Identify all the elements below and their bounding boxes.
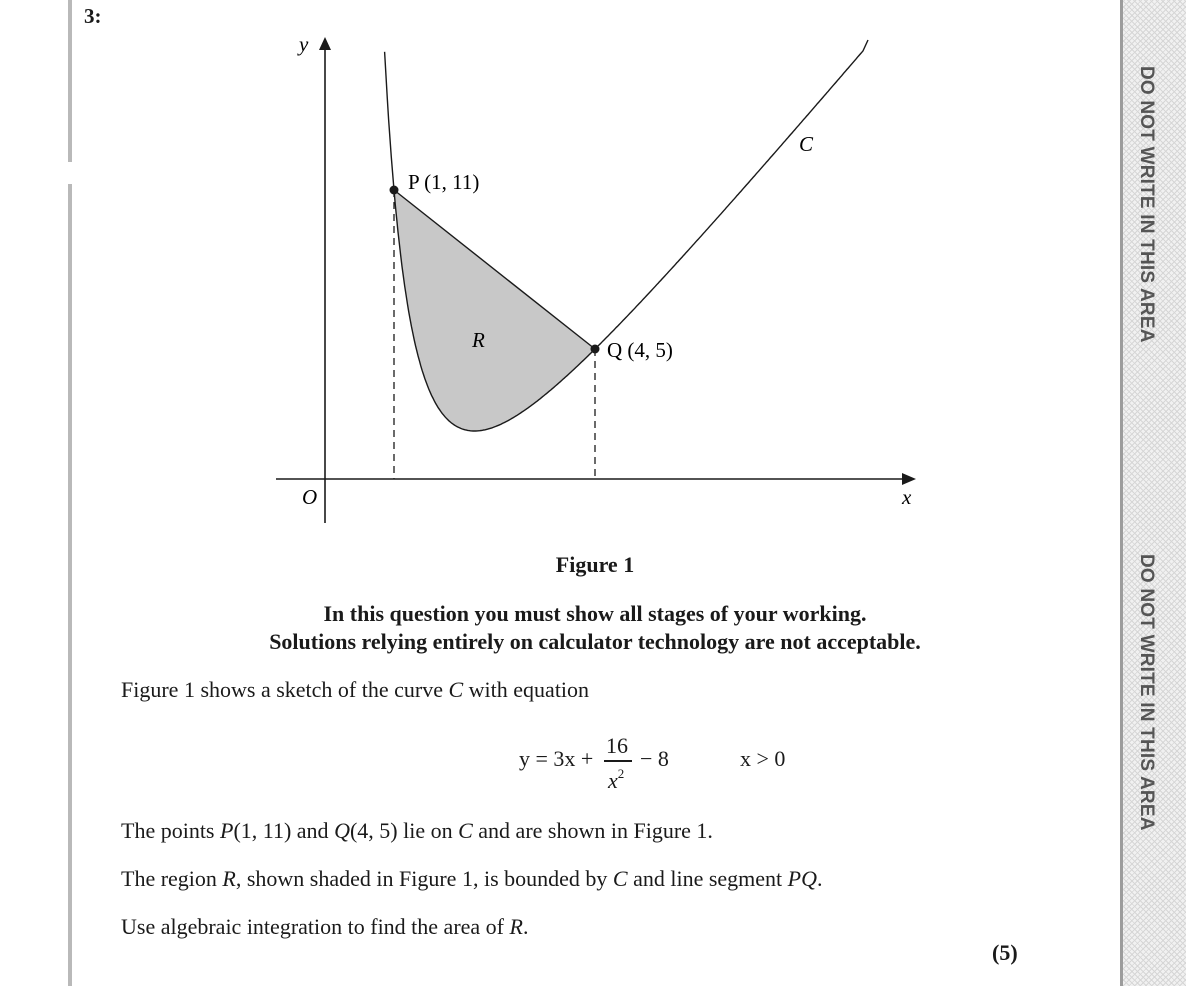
instruction-line-1: In this question you must show all stages of your working. [323, 601, 867, 626]
task-text: Use algebraic integration to find the area of R. [121, 914, 529, 939]
equation-numerator: 16 [606, 733, 628, 758]
equation-condition: x > 0 [740, 746, 786, 771]
instruction-line-2: Solutions relying entirely on calculator technology are not acceptable. [269, 629, 921, 654]
intro-text: Figure 1 shows a sketch of the curve C with equation [121, 677, 590, 702]
margin-warning-upper: DO NOT WRITE IN THIS AREA [1136, 66, 1157, 343]
points-text: The points P(1, 11) and Q(4, 5) lie on C and are shown in Figure 1. [121, 818, 713, 843]
margin-warning-lower: DO NOT WRITE IN THIS AREA [1136, 554, 1157, 831]
marks: (5) [992, 940, 1018, 965]
y-axis-label: y [299, 32, 309, 56]
point-q-marker [591, 345, 600, 354]
equation-lhs: y = 3x + [519, 746, 594, 771]
region-label: R [472, 328, 485, 352]
question-number: 3: [84, 4, 102, 28]
point-p-marker [390, 186, 399, 195]
origin-label: O [302, 485, 318, 509]
x-axis-label: x [902, 485, 912, 509]
instructions [0, 600, 1186, 656]
figure-caption: Figure 1 [555, 552, 635, 577]
x-axis-arrowhead [902, 473, 916, 485]
fraction-bar [604, 760, 632, 762]
region-text: The region R, shown shaded in Figure 1, is bounded by C and line segment PQ. [121, 866, 823, 891]
curve-label: C [799, 132, 814, 156]
equation-denominator: $x^2$ [608, 766, 625, 793]
region-r-shading [394, 190, 595, 431]
point-p-label: P (1, 11) [408, 170, 480, 194]
y-axis-arrowhead [319, 37, 331, 50]
equation-rest: − 8 [640, 746, 669, 771]
point-q-label: Q (4, 5) [607, 338, 673, 362]
